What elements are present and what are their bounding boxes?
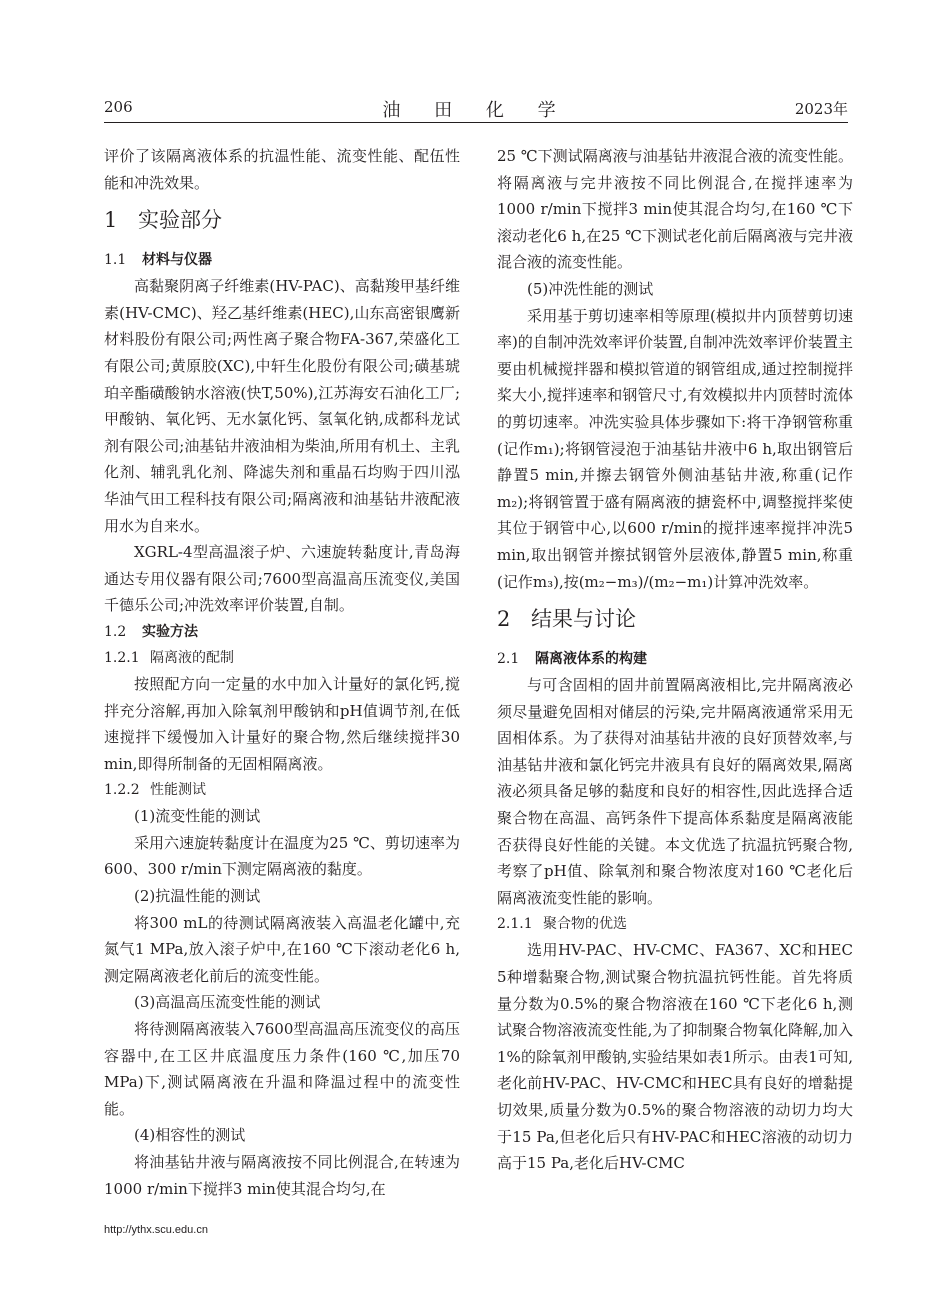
section-1-1-heading <box>104 247 460 273</box>
paragraph-rheology: 采用六速旋转黏度计在温度为25 ℃、剪切速率为600、300 r/min下测定隔离液的黏度。 <box>104 833 460 879</box>
publication-year: 2023年 <box>794 100 848 118</box>
left-column <box>104 143 460 1202</box>
paragraph-compatibility-continued: 25 ℃下测试隔离液与油基钻井液混合液的流变性能。将隔离液与完井液按不同比例混合,在搅拌速率为1000 r/min下搅拌3 min使其混合均匀,在160 ℃下滚动老化6 h,在25 ℃下测试老化前后隔离液与完井液混合液的流变性能。 <box>497 147 853 272</box>
section-title: 性能测试 <box>150 782 206 799</box>
section-title: 隔离液体系的构建 <box>535 651 647 668</box>
section-number: 1.2.2 <box>104 782 140 799</box>
section-title: 隔离液的配制 <box>150 649 234 666</box>
section-number: 2 <box>497 607 511 632</box>
section-1-heading <box>104 207 460 233</box>
right-column <box>497 143 853 1177</box>
section-1-2-heading <box>104 619 460 645</box>
paragraph-system-construction: 与可含固相的固井前置隔离液相比,完井隔离液必须尽量避免固相对储层的污染,完井隔离液通常采用无固相体系。为了获得对油基钻井液的良好顶替效率,与油基钻井液和氯化钙完井液具有良好的隔离效果,隔离液必须具备足够的黏度和良好的相容性,因此选择合适聚合物在高温、高钙条件下提高体系黏度是隔离液能否获得良好性能的关键。本文优选了抗温抗钙聚合物,考察了pH值、除氧剂和聚合物浓度对160 ℃老化后隔离液流变性能的影响。 <box>497 676 853 907</box>
paragraph-flushing: 采用基于剪切速率相等原理(模拟井内顶替剪切速率)的自制冲洗效率评价装置,自制冲洗效率评价装置主要由机械搅拌器和模拟管道的钢管组成,通过控制搅拌桨大小,搅拌速率和钢管尺寸,有效模拟井内顶替时流体的剪切速率。冲洗实验具体步骤如下:将干净钢管称重(记作m₁);将钢管浸泡于油基钻井液中6 h,取出钢管后静置5 min,并擦去钢管外侧油基钻井液,称重(记作m₂);将钢管置于盛有隔离液的搪瓷杯中,调整搅拌桨使其位于钢管中心,以600 r/min的搅拌速率搅拌冲洗5 min,取出钢管并擦拭钢管外层液体,静置5 min,称重(记作m₃),按(m₂−m₃)/(m₂−m₁)计算冲洗效率。 <box>497 306 853 591</box>
paragraph-temperature: 将300 mL的待测试隔离液装入高温老化罐中,充氮气1 MPa,放入滚子炉中,在160 ℃下滚动老化6 h,测定隔离液老化前后的流变性能。 <box>104 913 460 985</box>
section-title: 实验部分 <box>138 208 222 233</box>
paragraph-instruments: XGRL-4型高温滚子炉、六速旋转黏度计,青岛海通达专用仪器有限公司;7600型高温高压流变仪,美国千德乐公司;冲洗效率评价装置,自制。 <box>104 543 460 615</box>
test-title-compatibility: (4)相容性的测试 <box>134 1126 246 1145</box>
paragraph-materials: 高黏聚阴离子纤维素(HV-PAC)、高黏羧甲基纤维素(HV-CMC)、羟乙基纤维素(HEC),山东高密银鹰新材料股份有限公司;两性离子聚合物FA-367,荣盛化工有限公司;黄原胶(XC),中轩生化股份有限公司;磺基琥珀辛酯磺酸钠水溶液(快T,50%),江苏海安石油化工厂;甲酸钠、氧化钙、无水氯化钙、氢氧化钠,成都科龙试剂有限公司;油基钻井液油相为柴油,所用有机土、主乳化剂、辅乳乳化剂、降滤失剂和重晶石均购于四川泓华油气田工程科技有限公司;隔离液和油基钻井液配液用水为自来水。 <box>104 277 460 535</box>
test-title-flushing: (5)冲洗性能的测试 <box>527 279 654 298</box>
section-2-1-heading <box>497 646 853 672</box>
paragraph-intro: 评价了该隔离液体系的抗温性能、流变性能、配伍性能和冲洗效果。 <box>104 147 460 192</box>
page-header <box>104 94 848 123</box>
section-number: 2.1.1 <box>497 916 533 933</box>
test-title-temperature: (2)抗温性能的测试 <box>134 887 261 906</box>
section-title: 聚合物的优选 <box>543 916 627 933</box>
section-number: 1.2.1 <box>104 649 140 666</box>
section-number: 1.1 <box>104 252 127 269</box>
paragraph-polymer-optimization: 选用HV-PAC、HV-CMC、FA367、XC和HEC 5种增黏聚合物,测试聚合物抗温抗钙性能。首先将质量分数为0.5%的聚合物溶液在160 ℃下老化6 h,测试聚合物溶液流变性能,为了抑制聚合物氧化降解,加入1%的除氧剂甲酸钠,实验结果如表1所示。由表1可知,老化前HV-PAC、HV-CMC和HEC具有良好的增黏提切效果,质量分数为0.5%的聚合物溶液的动切力均大于15 Pa,但老化后只有HV-PAC和HEC溶液的动切力高于15 Pa,老化后HV-CMC <box>497 941 853 1173</box>
footer-url[interactable]: http://ythx.scu.edu.cn <box>104 1224 208 1236</box>
paragraph-hthp: 将待测隔离液装入7600型高温高压流变仪的高压容器中,在工区井底温度压力条件(160 ℃,加压70 MPa)下,测试隔离液在升温和降温过程中的流变性能。 <box>104 1020 460 1118</box>
section-1-2-2-heading <box>104 777 460 803</box>
section-1-2-1-heading <box>104 645 460 671</box>
paragraph-compatibility: 将油基钻井液与隔离液按不同比例混合,在转速为1000 r/min下搅拌3 min使其混合均匀,在 <box>104 1153 460 1198</box>
section-title: 材料与仪器 <box>142 252 212 269</box>
test-title-rheology: (1)流变性能的测试 <box>134 807 261 826</box>
section-2-heading <box>497 606 853 632</box>
section-title: 实验方法 <box>142 623 198 640</box>
journal-title: 油 田 化 学 <box>382 100 570 121</box>
section-title: 结果与讨论 <box>531 607 636 632</box>
section-2-1-1-heading <box>497 911 853 937</box>
test-title-hthp: (3)高温高压流变性能的测试 <box>134 993 321 1012</box>
paragraph-preparation: 按照配方向一定量的水中加入计量好的氯化钙,搅拌充分溶解,再加入除氧剂甲酸钠和pH值调节剂,在低速搅拌下缓慢加入计量好的聚合物,然后继续搅拌30 min,即得所制备的无固相隔离液。 <box>104 674 460 773</box>
page-number: 206 <box>104 98 133 116</box>
section-number: 1 <box>104 208 118 233</box>
section-number: 2.1 <box>497 651 520 668</box>
section-number: 1.2 <box>104 623 127 640</box>
